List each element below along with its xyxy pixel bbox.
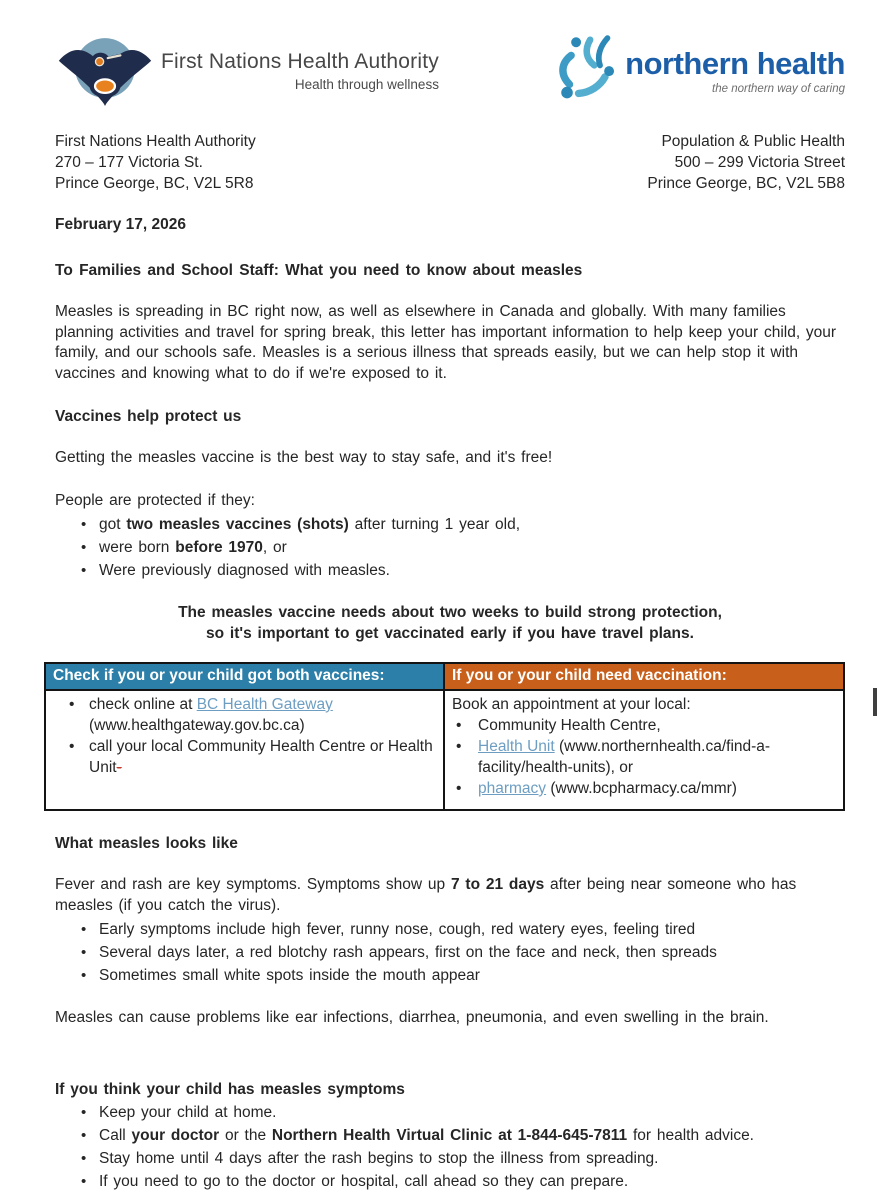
list-item: • pharmacy (www.bcpharmacy.ca/mmr) <box>452 778 836 799</box>
letter-subject: To Families and School Staff: What you need to know about measles <box>55 262 583 279</box>
vaccines-p2: People are protected if they: <box>55 491 255 509</box>
pharmacy-link[interactable]: pharmacy <box>478 780 547 797</box>
check-bullet-list <box>53 694 436 778</box>
bc-health-gateway-link[interactable]: BC Health Gateway <box>196 696 333 713</box>
list-item: • Sometimes small white spots inside the mouth appear <box>55 965 845 986</box>
letter-date: February 17, 2026 <box>55 216 186 233</box>
list-item: • Early symptoms include high fever, runny nose, cough, red watery eyes, feeling tired <box>55 919 845 940</box>
fnha-logo-block <box>55 30 439 121</box>
table-cell-need-vaccination <box>445 691 843 809</box>
book-appointment-intro: Book an appointment at your local: <box>452 696 691 713</box>
vaccination-info-table <box>44 662 845 811</box>
symptoms-heading: What measles looks like <box>55 835 238 852</box>
nh-address-line1: Population & Public Health <box>661 133 845 150</box>
booking-bullet-list <box>452 715 836 799</box>
nh-title: northern health <box>625 46 845 81</box>
nh-logo-icon <box>551 34 621 105</box>
fnha-wordmark <box>161 50 439 92</box>
vaccines-bullet-list <box>55 514 845 581</box>
list-item: • check online at BC Health Gateway (www.healthgateway.gov.bc.ca) <box>53 694 436 736</box>
list-item: • Keep your child at home. <box>55 1102 845 1123</box>
list-item: • call your local Community Health Centre or Health Unit- <box>53 736 436 778</box>
nh-address-line2: 500 – 299 Victoria Street <box>674 154 845 171</box>
list-item: • If you need to go to the doctor or hospital, call ahead so they can prepare. <box>55 1171 845 1192</box>
intro-paragraph: Measles is spreading in BC right now, as well as elsewhere in Canada and globally. With many families planning activities and travel for spring break, this letter has important information to help keep your child, your family, and our schools safe. Measles is a serious illness that spreads easily, but we can help stop it with vaccines and knowing what to do if we're exposed to it. <box>55 303 837 382</box>
nh-address-line3: Prince George, BC, V2L 5B8 <box>647 175 845 192</box>
symptoms-bullet-list <box>55 919 845 986</box>
list-item: • got two measles vaccines (shots) after turning 1 year old, <box>55 514 845 535</box>
nh-tagline: the northern way of caring <box>712 83 845 95</box>
fnha-logo-icon <box>55 30 155 121</box>
health-unit-link[interactable]: Health Unit <box>478 738 555 755</box>
nh-address <box>647 131 845 194</box>
fnha-address-line1: First Nations Health Authority <box>55 133 256 150</box>
vaccines-heading: Vaccines help protect us <box>55 408 242 425</box>
symptoms-paragraph: Fever and rash are key symptoms. Symptoms show up 7 to 21 days after being near someone who has measles (if you catch the virus). <box>55 876 797 914</box>
address-row <box>55 131 845 194</box>
fnha-title: First Nations Health Authority <box>161 50 439 73</box>
table-header-check-vaccines: Check if you or your child got both vaccines: <box>46 664 445 691</box>
action-heading: If you think your child has measles symptoms <box>55 1080 405 1098</box>
list-item: • were born before 1970, or <box>55 537 845 558</box>
fnha-address-line3: Prince George, BC, V2L 5R8 <box>55 175 254 192</box>
complications-paragraph: Measles can cause problems like ear infections, diarrhea, pneumonia, and even swelling in the brain. <box>55 1009 769 1026</box>
list-item: • Several days later, a red blotchy rash appears, first on the face and neck, then spreads <box>55 942 845 963</box>
list-item: • Stay home until 4 days after the rash begins to stop the illness from spreading. <box>55 1148 845 1169</box>
list-item: • Call your doctor or the Northern Health Virtual Clinic at 1-844-645-7811 for health advice. <box>55 1125 845 1146</box>
nh-logo-block <box>551 34 845 105</box>
table-cell-check-vaccines <box>46 691 445 809</box>
margin-change-bar <box>873 688 877 716</box>
list-item: • Were previously diagnosed with measles. <box>55 560 845 581</box>
fnha-address-line2: 270 – 177 Victoria St. <box>55 154 203 171</box>
list-item: • Health Unit (www.northernhealth.ca/find-a-facility/health-units), or <box>452 736 836 778</box>
list-item: • Community Health Centre, <box>452 715 836 736</box>
action-bullet-list <box>55 1102 845 1192</box>
nh-wordmark <box>625 46 845 95</box>
vaccines-p1: Getting the measles vaccine is the best way to stay safe, and it's free! <box>55 449 553 466</box>
vaccine-timing-note: The measles vaccine needs about two weeks to build strong protection, so it's important to get vaccinated early if you have travel plans. <box>178 604 722 642</box>
fnha-tagline: Health through wellness <box>294 77 439 92</box>
fnha-address <box>55 131 256 194</box>
table-header-need-vaccination: If you or your child need vaccination: <box>445 664 843 691</box>
tracked-change-deletion: - <box>116 759 122 776</box>
letterhead <box>55 30 845 121</box>
